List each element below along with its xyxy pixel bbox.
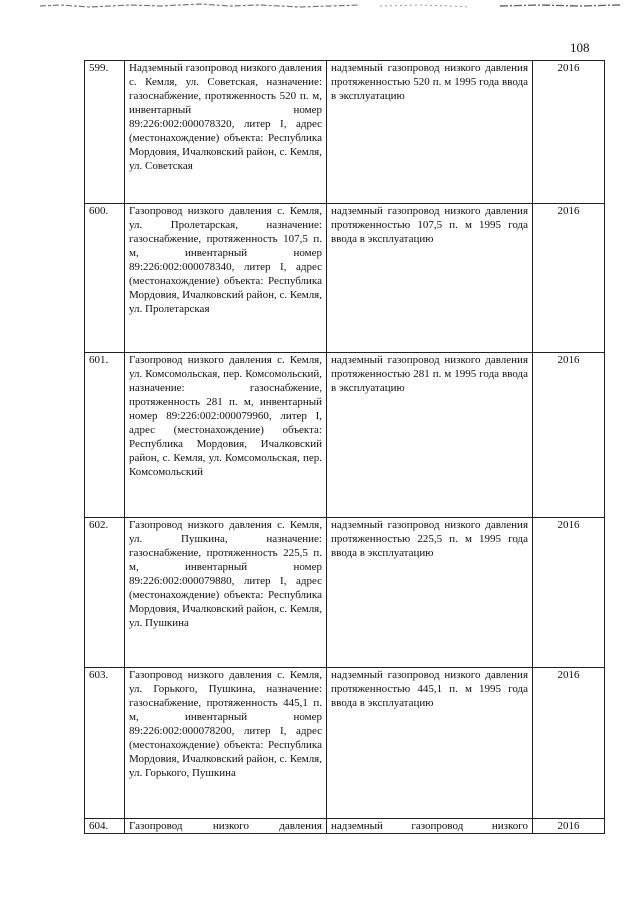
- year-cell: 2016: [533, 204, 605, 353]
- object-characteristics: надземный газопровод низкого давления протяженностью 225,5 п. м 1995 года ввода в эксплуатацию: [327, 518, 533, 668]
- table-row: [85, 204, 605, 353]
- scan-edge-artifact: [0, 0, 640, 14]
- property-register-table: [84, 60, 605, 834]
- row-number: 602.: [85, 518, 125, 668]
- row-number: 600.: [85, 204, 125, 353]
- row-number: 599.: [85, 61, 125, 204]
- object-description: Надземный газопровод низкого давления с. Кемля, ул. Советская, назначение: газоснабжение, протяженность 520 п. м, инвентарный номер 89:226:002:000078320, литер I, адрес (местонахождение) объекта: Республика Мордовия, Ичалковский район, с. Кемля, ул. Советская: [125, 61, 327, 204]
- table-row: [85, 518, 605, 668]
- year-cell: 2016: [533, 353, 605, 518]
- object-description: Газопровод низкого давления с. Кемля, ул. Пушкина, назначение: газоснабжение, протяженность 225,5 п. м, инвентарный номер 89:226:002:000079880, литер I, адрес (местонахождение) объекта: Республика Мордовия, Ичалковский район, с. Кемля, ул. Пушкина: [125, 518, 327, 668]
- table-row: [85, 668, 605, 819]
- year-cell: 2016: [533, 61, 605, 204]
- table-row: [85, 353, 605, 518]
- year-cell: 2016: [533, 819, 605, 834]
- object-description: Газопровод низкого давления с. Кемля, ул. Пролетарская, назначение: газоснабжение, протяженность 107,5 п. м, инвентарный номер 89:226:002:000078340, литер I, адрес (местонахождение) объекта: Республика Мордовия, Ичалковский район, с. Кемля, ул. Пролетарская: [125, 204, 327, 353]
- object-characteristics: надземный газопровод низкого давления протяженностью 520 п. м 1995 года ввода в эксплуатацию: [327, 61, 533, 204]
- object-characteristics: надземный газопровод низкого давления протяженностью 445,1 п. м 1995 года ввода в эксплуатацию: [327, 668, 533, 819]
- row-number: 601.: [85, 353, 125, 518]
- year-cell: 2016: [533, 518, 605, 668]
- row-number: 604.: [85, 819, 125, 834]
- object-characteristics: надземный газопровод низкого: [327, 819, 533, 834]
- object-description: Газопровод низкого давления с. Кемля, ул. Горького, Пушкина, назначение: газоснабжение, протяженность 445,1 п. м, инвентарный номер 89:226:002:000078200, литер I, адрес (местонахождение) объекта: Республика Мордовия, Ичалковский район, с. Кемля, ул. Горького, Пушкина: [125, 668, 327, 819]
- object-characteristics: надземный газопровод низкого давления протяженностью 107,5 п. м 1995 года ввода в эксплуатацию: [327, 204, 533, 353]
- table-row: [85, 61, 605, 204]
- table-row: [85, 819, 605, 834]
- page-number: 108: [570, 40, 590, 55]
- object-description: Газопровод низкого давления: [125, 819, 327, 834]
- object-characteristics: надземный газопровод низкого давления протяженностью 281 п. м 1995 года ввода в эксплуатацию: [327, 353, 533, 518]
- row-number: 603.: [85, 668, 125, 819]
- object-description: Газопровод низкого давления с. Кемля, ул. Комсомольская, пер. Комсомольский, назначение: газоснабжение, протяженность 281 п. м, инвентарный номер 89:226:002:000079960, литер I, адрес (местонахождение) объекта: Республика Мордовия, Ичалковский район, с. Кемля, ул. Комсомольская, пер. Комсомольский: [125, 353, 327, 518]
- year-cell: 2016: [533, 668, 605, 819]
